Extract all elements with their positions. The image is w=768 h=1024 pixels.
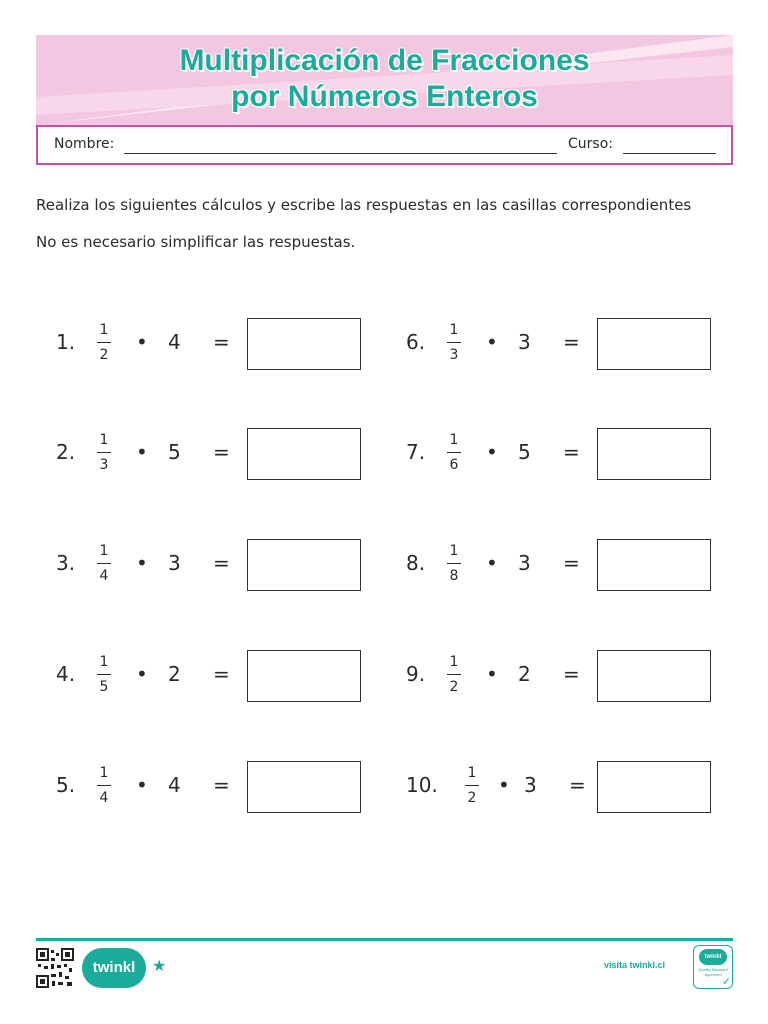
fraction-numerator: 1 bbox=[99, 654, 109, 670]
fraction-denominator: 5 bbox=[99, 679, 109, 695]
answer-box[interactable] bbox=[597, 539, 711, 591]
answer-box[interactable] bbox=[247, 428, 361, 480]
fraction-denominator: 6 bbox=[449, 457, 459, 473]
fraction-numerator: 1 bbox=[449, 432, 459, 448]
answer-box[interactable] bbox=[597, 761, 711, 813]
problem-number: 2. bbox=[56, 440, 76, 464]
multiply-operator: • bbox=[136, 551, 148, 575]
fraction-numerator: 1 bbox=[99, 543, 109, 559]
fraction bbox=[97, 431, 111, 474]
whole-number: 3 bbox=[168, 551, 181, 575]
problem-item bbox=[406, 428, 746, 480]
fraction bbox=[97, 653, 111, 696]
fraction-bar bbox=[447, 674, 461, 675]
fraction-numerator: 1 bbox=[99, 322, 109, 338]
fraction-denominator: 4 bbox=[99, 568, 109, 584]
check-icon: ✓ bbox=[721, 975, 731, 988]
answer-box[interactable] bbox=[247, 761, 361, 813]
fraction bbox=[447, 542, 461, 585]
multiply-operator: • bbox=[136, 440, 148, 464]
problem-number: 10. bbox=[406, 773, 438, 797]
twinkl-logo: twinkl bbox=[82, 948, 146, 988]
problem-number: 5. bbox=[56, 773, 76, 797]
multiply-operator: • bbox=[136, 330, 148, 354]
problem-item bbox=[56, 650, 396, 702]
whole-number: 3 bbox=[518, 330, 531, 354]
answer-box[interactable] bbox=[597, 428, 711, 480]
whole-number: 2 bbox=[168, 662, 181, 686]
title-banner bbox=[36, 35, 733, 125]
equals-sign: = bbox=[213, 773, 230, 797]
fraction-bar bbox=[447, 452, 461, 453]
whole-number: 4 bbox=[168, 330, 181, 354]
fraction-denominator: 2 bbox=[449, 679, 459, 695]
name-field[interactable] bbox=[124, 153, 557, 154]
fraction-numerator: 1 bbox=[467, 765, 477, 781]
fraction-denominator: 3 bbox=[449, 347, 459, 363]
fraction-bar bbox=[97, 785, 111, 786]
problem-item bbox=[406, 761, 746, 813]
page-title bbox=[36, 43, 733, 115]
whole-number: 2 bbox=[518, 662, 531, 686]
instruction-line-2: No es necesario simplificar las respuestas. bbox=[36, 233, 356, 251]
multiply-operator: • bbox=[136, 662, 148, 686]
problem-item bbox=[56, 318, 396, 370]
equals-sign: = bbox=[563, 330, 580, 354]
badge-text: Quality Standard Approved bbox=[698, 967, 728, 977]
course-label: Curso: bbox=[568, 136, 613, 152]
equals-sign: = bbox=[563, 440, 580, 464]
problem-item bbox=[56, 539, 396, 591]
fraction bbox=[465, 764, 479, 807]
star-icon: ★ bbox=[152, 956, 167, 975]
multiply-operator: • bbox=[136, 773, 148, 797]
fraction-bar bbox=[447, 342, 461, 343]
fraction-bar bbox=[447, 563, 461, 564]
problem-number: 4. bbox=[56, 662, 76, 686]
answer-box[interactable] bbox=[247, 539, 361, 591]
equals-sign: = bbox=[213, 551, 230, 575]
multiply-operator: • bbox=[486, 440, 498, 464]
fraction-numerator: 1 bbox=[449, 543, 459, 559]
fraction bbox=[97, 321, 111, 364]
student-info-bar bbox=[36, 125, 733, 165]
multiply-operator: • bbox=[498, 773, 510, 797]
problem-number: 7. bbox=[406, 440, 426, 464]
whole-number: 5 bbox=[518, 440, 531, 464]
fraction bbox=[97, 764, 111, 807]
whole-number: 5 bbox=[168, 440, 181, 464]
answer-box[interactable] bbox=[247, 650, 361, 702]
equals-sign: = bbox=[213, 662, 230, 686]
fraction-denominator: 2 bbox=[467, 790, 477, 806]
answer-box[interactable] bbox=[597, 650, 711, 702]
fraction-denominator: 2 bbox=[99, 347, 109, 363]
fraction-bar bbox=[465, 785, 479, 786]
problem-number: 8. bbox=[406, 551, 426, 575]
multiply-operator: • bbox=[486, 330, 498, 354]
multiply-operator: • bbox=[486, 662, 498, 686]
qr-code-icon bbox=[36, 948, 74, 988]
title-line-1: Multiplicación de Fracciones bbox=[179, 44, 590, 77]
fraction-numerator: 1 bbox=[449, 322, 459, 338]
whole-number: 3 bbox=[524, 773, 537, 797]
course-field[interactable] bbox=[623, 153, 716, 154]
name-label: Nombre: bbox=[54, 136, 115, 152]
fraction-denominator: 8 bbox=[449, 568, 459, 584]
problem-number: 3. bbox=[56, 551, 76, 575]
problem-number: 1. bbox=[56, 330, 76, 354]
problem-item bbox=[406, 318, 746, 370]
problem-number: 9. bbox=[406, 662, 426, 686]
equals-sign: = bbox=[569, 773, 586, 797]
fraction bbox=[447, 653, 461, 696]
answer-box[interactable] bbox=[597, 318, 711, 370]
fraction-numerator: 1 bbox=[99, 765, 109, 781]
problem-item bbox=[406, 650, 746, 702]
title-line-2: por Números Enteros bbox=[231, 80, 538, 113]
problem-number: 6. bbox=[406, 330, 426, 354]
quality-badge bbox=[693, 945, 733, 989]
problem-item bbox=[56, 761, 396, 813]
fraction bbox=[447, 321, 461, 364]
instruction-line-1: Realiza los siguientes cálculos y escribe las respuestas en las casillas correspondientes bbox=[36, 196, 692, 214]
fraction-denominator: 3 bbox=[99, 457, 109, 473]
fraction-denominator: 4 bbox=[99, 790, 109, 806]
answer-box[interactable] bbox=[247, 318, 361, 370]
fraction-bar bbox=[97, 563, 111, 564]
whole-number: 3 bbox=[518, 551, 531, 575]
problem-item bbox=[406, 539, 746, 591]
equals-sign: = bbox=[213, 330, 230, 354]
fraction bbox=[97, 542, 111, 585]
fraction-numerator: 1 bbox=[99, 432, 109, 448]
footer-divider bbox=[36, 938, 733, 941]
fraction-bar bbox=[97, 452, 111, 453]
equals-sign: = bbox=[213, 440, 230, 464]
fraction-bar bbox=[97, 342, 111, 343]
fraction-numerator: 1 bbox=[449, 654, 459, 670]
equals-sign: = bbox=[563, 551, 580, 575]
badge-brand: twinkl bbox=[699, 949, 727, 965]
fraction bbox=[447, 431, 461, 474]
multiply-operator: • bbox=[486, 551, 498, 575]
problem-item bbox=[56, 428, 396, 480]
whole-number: 4 bbox=[168, 773, 181, 797]
equals-sign: = bbox=[563, 662, 580, 686]
fraction-bar bbox=[97, 674, 111, 675]
visit-link[interactable]: visita twinkl.cl bbox=[604, 960, 666, 970]
